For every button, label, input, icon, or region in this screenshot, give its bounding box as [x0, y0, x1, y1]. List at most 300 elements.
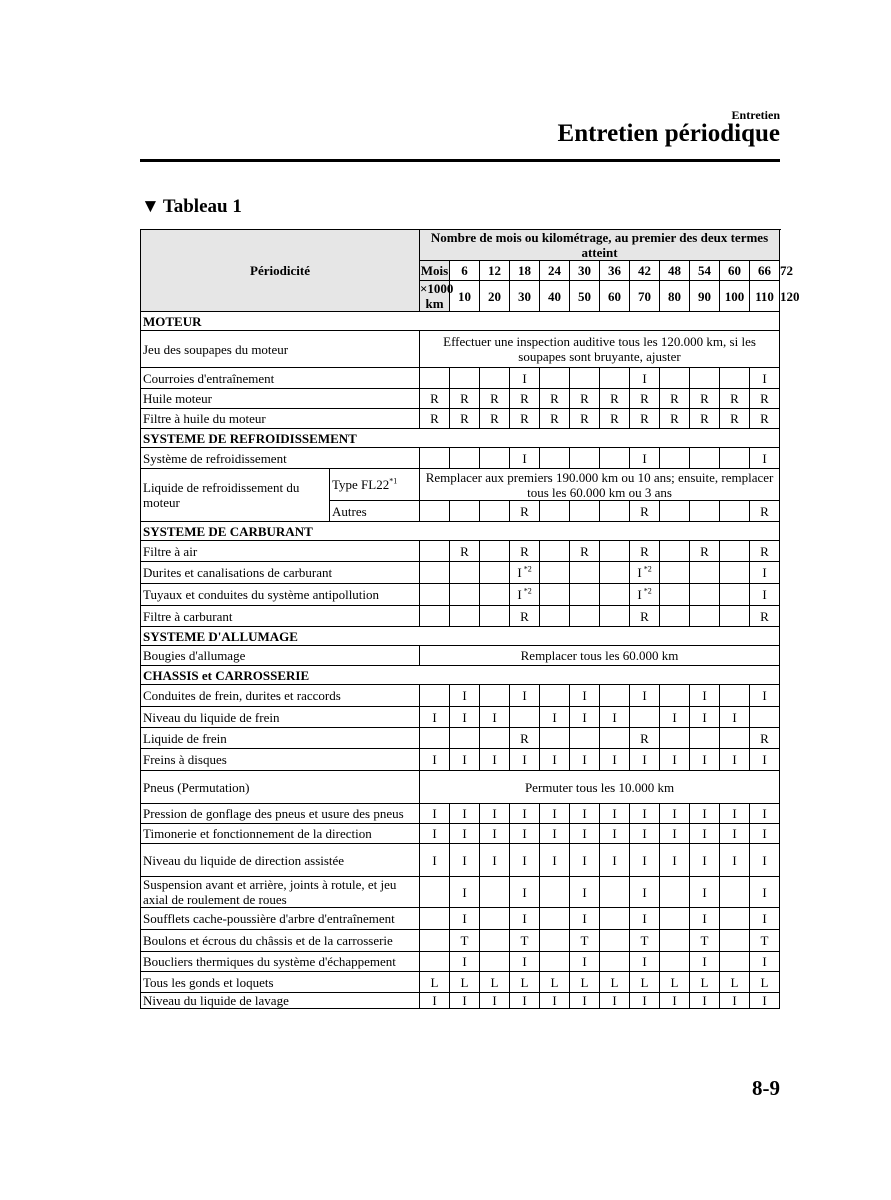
interval-cell: [420, 448, 450, 469]
interval-cell: [720, 685, 750, 707]
coolant-other-label: Autres: [330, 501, 420, 522]
interval-cell: I: [750, 952, 780, 972]
interval-cell: [690, 368, 720, 389]
interval-cell: [450, 728, 480, 749]
interval-cell: I: [450, 749, 480, 771]
interval-cell: [420, 930, 450, 952]
interval-cell: [480, 877, 510, 908]
table-row: [141, 606, 780, 627]
row-label: Jeu des soupapes du moteur: [141, 331, 420, 368]
interval-cell: I: [480, 804, 510, 824]
interval-cell: [420, 606, 450, 627]
interval-cell: I: [750, 584, 780, 606]
interval-cell: I $^{*2}$: [510, 562, 540, 584]
interval-cell: [480, 930, 510, 952]
km-cell: 100: [720, 281, 750, 312]
interval-cell: I: [660, 824, 690, 844]
interval-cell: R: [450, 409, 480, 429]
interval-cell: I: [690, 824, 720, 844]
km-cell: 110: [750, 281, 780, 312]
interval-cell: [450, 562, 480, 584]
interval-cell: [420, 908, 450, 930]
interval-cell: [660, 541, 690, 562]
interval-cell: I: [600, 844, 630, 877]
interval-cell: [450, 606, 480, 627]
km-cell: 70: [630, 281, 660, 312]
interval-cell: [720, 952, 750, 972]
interval-cell: [420, 584, 450, 606]
interval-cell: [570, 584, 600, 606]
interval-cell: R: [510, 409, 540, 429]
interval-cell: [420, 877, 450, 908]
interval-note: Nombre de mois ou kilométrage, au premier des deux termes atteint: [420, 230, 780, 261]
interval-cell: [510, 707, 540, 728]
triangle-icon: ▼: [141, 196, 160, 217]
interval-cell: [480, 606, 510, 627]
interval-cell: [420, 368, 450, 389]
interval-cell: I: [570, 877, 600, 908]
table-row: [141, 562, 780, 584]
section-label: CHASSIS et CARROSSERIE: [141, 666, 780, 685]
interval-cell: [540, 562, 570, 584]
km-cell: 50: [570, 281, 600, 312]
interval-cell: L: [570, 972, 600, 993]
interval-cell: I: [510, 824, 540, 844]
interval-cell: I: [690, 908, 720, 930]
km-cell: 20: [480, 281, 510, 312]
interval-cell: I: [630, 844, 660, 877]
interval-cell: [690, 606, 720, 627]
interval-cell: I: [450, 844, 480, 877]
interval-cell: I: [450, 952, 480, 972]
interval-cell: R: [630, 541, 660, 562]
interval-cell: [540, 606, 570, 627]
interval-cell: I: [570, 707, 600, 728]
interval-cell: I: [630, 877, 660, 908]
table-row: [141, 993, 780, 1009]
interval-cell: I: [510, 952, 540, 972]
interval-cell: R: [630, 409, 660, 429]
interval-cell: [600, 606, 630, 627]
interval-cell: [720, 930, 750, 952]
table-row: [141, 804, 780, 824]
interval-cell: R: [720, 389, 750, 409]
interval-cell: [480, 952, 510, 972]
interval-cell: [660, 501, 690, 522]
interval-cell: L: [510, 972, 540, 993]
interval-cell: I: [570, 824, 600, 844]
interval-cell: I: [510, 877, 540, 908]
interval-cell: [660, 562, 690, 584]
row-label: Tous les gonds et loquets: [141, 972, 420, 993]
interval-cell: I: [630, 993, 660, 1009]
interval-cell: I $^{*2}$: [630, 562, 660, 584]
interval-cell: R: [690, 389, 720, 409]
interval-cell: R: [570, 389, 600, 409]
interval-cell: I: [750, 844, 780, 877]
interval-cell: [660, 952, 690, 972]
interval-cell: L: [540, 972, 570, 993]
section-row: [141, 429, 780, 448]
maintenance-table: Périodicité Nombre de mois ou kilométrage, au premier des deux termes atteint Mois 6 12 18 24 30 36 42 48 54 60 66 72 ×1000 km 10 20 30 40 50 60 70 80 90 100 110 120 MOTEUR Jeu des soupapes du moteur Effectuer une inspection auditive tous les 120.000 km, si les soupapes sont bruyante, ajuster Courroies d'entraînement I I I Huile moteur R R R R R R R R R R R R Filtre à huile du moteur R R R R R R R R R R R R SYSTEME DE REFROIDISSEMENT Système de refroidissement I I I Liquide de refroidissement du moteur Type FL22$^{*1}$ Remplacer aux premiers 190.000 km ou 10 ans; ensuite, remplacer tous les 60.000 km ou 3 ans Autres R R R SYSTEME DE CARBURANT Filtre à air R R R R R R Durites et canalisations de carburant I $^{*2}$ I $^{*2}$ I Tuyaux et conduites du système antipollution I $^{*2}$ I $^{*2}$ I Filtre à carburant R R R SYSTEME D'ALLUMAGE Bougies d'allumage Remplacer tous les 60.000 km CHASSIS et CARROSSERIE Conduites de frein, durites et raccords I I I I I I Niveau du liquide de frein I I I I I I I I I Liquide de frein R R R Freins à disques I I I I I I I I I I I I Pneus (Permutation) Permuter tous les 10.000 km Pression de gonflage des pneus et usure des pneus I I I I I I I I I I I I Timonerie et fonctionnement de la direction I I I I I I I I I I I I Niveau du liquide de direction assistée I I I I I I I I I I I I Suspension avant et arrière, joints à rotule, et jeu axial de roulement de roues I I I I I I Soufflets cache-poussière d'arbre d'entraînement I I I I I I Boulons et écrous du châssis et de la carrosserie T T T T T T Boucliers thermiques du système d'échappement I I I I I I Tous les gonds et loquets L L L L L L L L L L L L Niveau du liquide de lavage I I I I I I I I I I I I: [140, 229, 780, 1009]
interval-cell: R: [480, 389, 510, 409]
row-label: Filtre à carburant: [141, 606, 420, 627]
interval-cell: I: [510, 993, 540, 1009]
interval-cell: I: [510, 844, 540, 877]
interval-cell: I: [450, 908, 480, 930]
interval-cell: I: [570, 804, 600, 824]
interval-cell: I: [630, 685, 660, 707]
km-cell: 60: [600, 281, 630, 312]
interval-cell: [720, 501, 750, 522]
km-cell: 80: [660, 281, 690, 312]
interval-cell: I: [660, 993, 690, 1009]
interval-cell: I $^{*2}$: [630, 584, 660, 606]
interval-cell: I: [540, 824, 570, 844]
interval-cell: R: [510, 501, 540, 522]
interval-cell: [600, 562, 630, 584]
interval-cell: R: [540, 389, 570, 409]
interval-cell: [660, 448, 690, 469]
interval-cell: [540, 584, 570, 606]
interval-cell: I: [570, 993, 600, 1009]
interval-cell: I: [630, 952, 660, 972]
km-cell: 30: [510, 281, 540, 312]
interval-cell: I: [450, 707, 480, 728]
interval-cell: I: [600, 824, 630, 844]
interval-cell: I: [420, 749, 450, 771]
interval-cell: I: [420, 844, 450, 877]
coolant-type-text: Type FL22: [332, 477, 390, 492]
interval-cell: [570, 562, 600, 584]
interval-cell: I: [630, 749, 660, 771]
interval-cell: [480, 541, 510, 562]
title-rule: [140, 159, 780, 162]
table-row: [141, 584, 780, 606]
interval-cell: [720, 728, 750, 749]
row-label: Boucliers thermiques du système d'échappement: [141, 952, 420, 972]
interval-cell: I: [510, 908, 540, 930]
months-label: Mois: [420, 261, 450, 281]
row-label: Freins à disques: [141, 749, 420, 771]
interval-cell: I: [510, 368, 540, 389]
interval-cell: [480, 908, 510, 930]
interval-cell: I: [450, 877, 480, 908]
month-cell: 48: [660, 261, 690, 281]
row-label: Bougies d'allumage: [141, 646, 420, 666]
km-cell: 10: [450, 281, 480, 312]
row-label: Liquide de frein: [141, 728, 420, 749]
section-title: Tableau 1: [162, 196, 242, 217]
interval-cell: I: [480, 749, 510, 771]
table-row: [141, 844, 780, 877]
interval-cell: [720, 877, 750, 908]
interval-cell: I: [660, 844, 690, 877]
row-label: Filtre à huile du moteur: [141, 409, 420, 429]
interval-cell: I: [750, 368, 780, 389]
interval-cell: I: [600, 804, 630, 824]
interval-cell: R: [420, 389, 450, 409]
interval-cell: [720, 368, 750, 389]
interval-cell: [600, 368, 630, 389]
month-cell: 24: [540, 261, 570, 281]
row-label: Durites et canalisations de carburant: [141, 562, 420, 584]
km-cell: 90: [690, 281, 720, 312]
interval-cell: [660, 685, 690, 707]
interval-cell: I: [570, 844, 600, 877]
footnote-marker: *1: [389, 476, 398, 486]
interval-cell: I: [720, 844, 750, 877]
row-label: Pression de gonflage des pneus et usure des pneus: [141, 804, 420, 824]
interval-cell: I: [720, 749, 750, 771]
interval-cell: I: [690, 844, 720, 877]
section-heading: [141, 196, 242, 218]
interval-cell: I: [630, 804, 660, 824]
interval-cell: I: [450, 824, 480, 844]
interval-cell: I: [510, 685, 540, 707]
row-label: Niveau du liquide de direction assistée: [141, 844, 420, 877]
interval-cell: [480, 501, 510, 522]
row-label: Courroies d'entraînement: [141, 368, 420, 389]
interval-cell: [420, 541, 450, 562]
page-title: Entretien périodique: [557, 120, 780, 147]
row-label: Liquide de refroidissement du moteur: [141, 469, 330, 522]
interval-cell: [600, 908, 630, 930]
interval-cell: I: [450, 804, 480, 824]
table-row: [141, 541, 780, 562]
interval-cell: [600, 952, 630, 972]
row-label: Timonerie et fonctionnement de la direction: [141, 824, 420, 844]
interval-cell: I: [510, 749, 540, 771]
interval-cell: [660, 930, 690, 952]
interval-cell: R: [510, 606, 540, 627]
interval-cell: L: [600, 972, 630, 993]
span-note: Permuter tous les 10.000 km: [420, 771, 780, 804]
table-row: [141, 409, 780, 429]
interval-cell: [480, 448, 510, 469]
interval-cell: T: [450, 930, 480, 952]
interval-cell: I: [690, 804, 720, 824]
interval-cell: [540, 541, 570, 562]
interval-cell: I: [540, 993, 570, 1009]
interval-cell: R: [630, 728, 660, 749]
interval-cell: [420, 562, 450, 584]
interval-cell: [720, 541, 750, 562]
interval-cell: [720, 562, 750, 584]
interval-cell: [600, 930, 630, 952]
table-row: [141, 646, 780, 666]
interval-cell: I: [630, 824, 660, 844]
interval-cell: I: [690, 952, 720, 972]
interval-cell: R: [750, 389, 780, 409]
interval-cell: R: [750, 606, 780, 627]
month-cell: 18: [510, 261, 540, 281]
interval-cell: R: [510, 541, 540, 562]
row-label: Pneus (Permutation): [141, 771, 420, 804]
interval-cell: I: [690, 877, 720, 908]
interval-cell: [450, 584, 480, 606]
interval-cell: I: [690, 685, 720, 707]
interval-cell: R: [540, 409, 570, 429]
table-row: [141, 771, 780, 804]
interval-cell: [660, 584, 690, 606]
interval-cell: [570, 368, 600, 389]
interval-cell: [660, 908, 690, 930]
interval-cell: [600, 448, 630, 469]
interval-cell: [690, 501, 720, 522]
table-row: [141, 469, 780, 501]
interval-cell: [720, 584, 750, 606]
table-body: [141, 312, 780, 1009]
page-number: 8-9: [752, 1076, 780, 1100]
interval-cell: [420, 952, 450, 972]
interval-cell: R: [630, 606, 660, 627]
interval-cell: [570, 448, 600, 469]
row-label: Huile moteur: [141, 389, 420, 409]
interval-cell: R: [750, 409, 780, 429]
span-note: Remplacer tous les 60.000 km: [420, 646, 780, 666]
interval-cell: [480, 685, 510, 707]
interval-cell: I: [750, 749, 780, 771]
interval-cell: I: [450, 993, 480, 1009]
section-label: SYSTEME DE REFROIDISSEMENT: [141, 429, 780, 448]
interval-cell: I: [540, 804, 570, 824]
month-cell: 42: [630, 261, 660, 281]
interval-cell: I: [750, 877, 780, 908]
table-row: [141, 877, 780, 908]
interval-cell: [570, 606, 600, 627]
interval-cell: R: [570, 409, 600, 429]
row-label: Conduites de frein, durites et raccords: [141, 685, 420, 707]
interval-cell: [540, 448, 570, 469]
km-cell: 40: [540, 281, 570, 312]
interval-cell: [540, 685, 570, 707]
interval-cell: [660, 877, 690, 908]
interval-cell: T: [690, 930, 720, 952]
interval-cell: [660, 728, 690, 749]
interval-cell: [420, 728, 450, 749]
interval-cell: R: [750, 501, 780, 522]
interval-cell: T: [630, 930, 660, 952]
table-row: [141, 972, 780, 993]
interval-cell: I: [600, 707, 630, 728]
section-row: [141, 312, 780, 331]
interval-cell: [480, 584, 510, 606]
interval-cell: [420, 685, 450, 707]
row-label: Niveau du liquide de lavage: [141, 993, 420, 1009]
interval-cell: R: [600, 389, 630, 409]
interval-cell: I: [570, 908, 600, 930]
interval-cell: [450, 368, 480, 389]
interval-cell: [540, 501, 570, 522]
interval-cell: R: [570, 541, 600, 562]
interval-cell: I: [450, 685, 480, 707]
span-note: Remplacer aux premiers 190.000 km ou 10 ans; ensuite, remplacer tous les 60.000 km ou 3 ans: [420, 469, 780, 501]
interval-cell: [540, 728, 570, 749]
interval-cell: T: [570, 930, 600, 952]
section-label: SYSTEME D'ALLUMAGE: [141, 627, 780, 646]
section-label: SYSTEME DE CARBURANT: [141, 522, 780, 541]
interval-cell: R: [720, 409, 750, 429]
interval-cell: I: [480, 824, 510, 844]
interval-cell: I: [570, 749, 600, 771]
interval-cell: R: [600, 409, 630, 429]
interval-cell: [690, 728, 720, 749]
interval-cell: [600, 685, 630, 707]
interval-cell: I $^{*2}$: [510, 584, 540, 606]
interval-cell: [540, 368, 570, 389]
span-note: Effectuer une inspection auditive tous les 120.000 km, si les soupapes sont bruyante, ajuster: [420, 331, 780, 368]
interval-cell: [690, 562, 720, 584]
interval-cell: I: [660, 749, 690, 771]
interval-cell: I: [750, 824, 780, 844]
row-label: Tuyaux et conduites du système antipollution: [141, 584, 420, 606]
interval-cell: R: [420, 409, 450, 429]
interval-cell: I: [720, 804, 750, 824]
interval-cell: I: [480, 707, 510, 728]
interval-cell: I: [570, 952, 600, 972]
interval-cell: R: [450, 541, 480, 562]
interval-cell: [570, 728, 600, 749]
interval-cell: I: [750, 804, 780, 824]
interval-cell: L: [420, 972, 450, 993]
interval-cell: R: [750, 541, 780, 562]
table-row: [141, 908, 780, 930]
interval-cell: I: [630, 908, 660, 930]
interval-cell: [600, 541, 630, 562]
table-row: [141, 707, 780, 728]
interval-cell: I: [510, 804, 540, 824]
interval-cell: [720, 606, 750, 627]
interval-cell: R: [630, 501, 660, 522]
coolant-type-label: [330, 469, 420, 501]
interval-cell: [630, 707, 660, 728]
interval-cell: R: [510, 728, 540, 749]
interval-cell: [600, 877, 630, 908]
interval-cell: [660, 368, 690, 389]
interval-cell: I: [540, 844, 570, 877]
interval-cell: I: [750, 685, 780, 707]
interval-cell: [720, 908, 750, 930]
interval-cell: [420, 501, 450, 522]
row-label: Niveau du liquide de frein: [141, 707, 420, 728]
month-cell: 54: [690, 261, 720, 281]
interval-cell: [660, 606, 690, 627]
interval-cell: [570, 501, 600, 522]
interval-cell: T: [510, 930, 540, 952]
interval-cell: [600, 728, 630, 749]
running-head: Entretien: [731, 108, 780, 122]
interval-cell: I: [750, 908, 780, 930]
interval-cell: I: [570, 685, 600, 707]
interval-cell: I: [720, 707, 750, 728]
interval-cell: R: [480, 409, 510, 429]
month-cell: 60: [720, 261, 750, 281]
interval-cell: R: [690, 541, 720, 562]
interval-cell: I: [630, 448, 660, 469]
table-row: [141, 749, 780, 771]
interval-cell: [540, 908, 570, 930]
table-row: [141, 368, 780, 389]
periodicity-header: Périodicité: [141, 230, 420, 312]
interval-cell: I: [480, 993, 510, 1009]
row-label: Suspension avant et arrière, joints à rotule, et jeu axial de roulement de roues: [141, 877, 420, 908]
row-label: Soufflets cache-poussière d'arbre d'entraînement: [141, 908, 420, 930]
row-label: Filtre à air: [141, 541, 420, 562]
interval-cell: I: [660, 804, 690, 824]
month-cell: 6: [450, 261, 480, 281]
interval-cell: I: [420, 804, 450, 824]
